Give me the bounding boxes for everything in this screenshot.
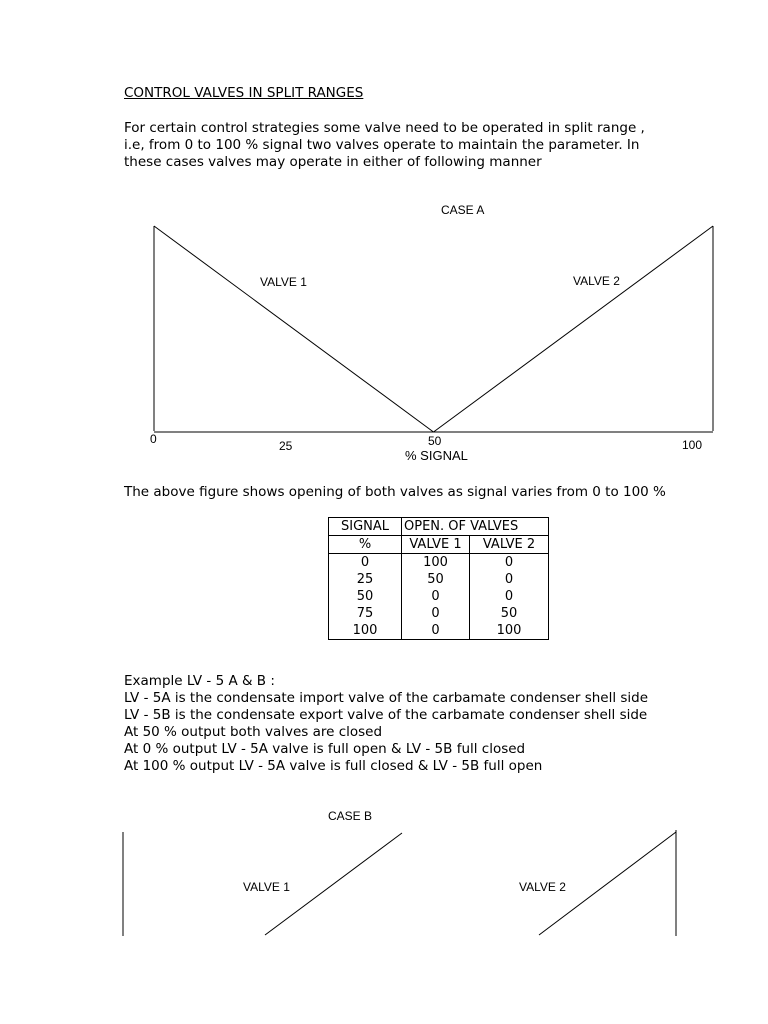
- example-line-3: LV - 5B is the condensate export valve of the carbamate condenser shell side: [124, 707, 648, 723]
- table-row: [329, 554, 549, 572]
- tick-label-50: 50: [428, 434, 442, 448]
- table-row: [329, 605, 549, 622]
- header-valve-1: VALVE 1: [402, 536, 470, 554]
- example-line-6: At 100 % output LV - 5A valve is full closed & LV - 5B full open: [124, 758, 543, 774]
- tick-label-100: 100: [682, 438, 703, 452]
- table-header-row: [329, 518, 549, 536]
- table-cell: 25: [329, 571, 402, 588]
- valve-1-line: [154, 226, 434, 432]
- table-cell: 50: [470, 605, 549, 622]
- header-valve-2: VALVE 2: [470, 536, 549, 554]
- signal-table: [328, 517, 549, 640]
- case-a-valve-2-label: VALVE 2: [573, 274, 620, 288]
- intro-line-1: For certain control strategies some valve need to be operated in split range ,: [124, 120, 645, 136]
- table-cell: 100: [329, 622, 402, 640]
- page-title: CONTROL VALVES IN SPLIT RANGES: [124, 85, 364, 101]
- figure-caption: The above figure shows opening of both valves as signal varies from 0 to 100 %: [124, 484, 666, 500]
- example-line-5: At 0 % output LV - 5A valve is full open & LV - 5B full closed: [124, 741, 526, 757]
- tick-label-25: 25: [279, 439, 293, 453]
- table-cell: 100: [470, 622, 549, 640]
- case-a-valve-1-label: VALVE 1: [260, 275, 307, 289]
- x-axis-label: % SIGNAL: [405, 448, 468, 463]
- example-section: [124, 673, 648, 775]
- header-open-of-valves: OPEN. OF VALVES: [402, 518, 549, 536]
- table-row: [329, 571, 549, 588]
- tick-label-0: 0: [150, 432, 157, 446]
- table-cell: 0: [402, 588, 470, 605]
- case-b-valve-1-label: VALVE 1: [243, 880, 290, 894]
- table-row: [329, 588, 549, 605]
- table-cell: 75: [329, 605, 402, 622]
- table-cell: 0: [329, 554, 402, 572]
- table-cell: 100: [402, 554, 470, 572]
- table-cell: 0: [402, 622, 470, 640]
- intro-line-3: these cases valves may operate in either of following manner: [124, 154, 542, 170]
- header-signal: SIGNAL: [329, 518, 402, 536]
- table-subheader-row: [329, 536, 549, 554]
- case-b-title: CASE B: [328, 809, 373, 823]
- example-line-2: LV - 5A is the condensate import valve of the carbamate condenser shell side: [124, 690, 649, 706]
- table-row: [329, 622, 549, 640]
- case-b-valve-2-label: VALVE 2: [519, 880, 566, 894]
- intro-line-2: i.e, from 0 to 100 % signal two valves operate to maintain the parameter. In: [124, 137, 640, 153]
- valve-2-line: [434, 226, 714, 432]
- table-cell: 50: [402, 571, 470, 588]
- example-line-4: At 50 % output both valves are closed: [124, 724, 383, 740]
- table-cell: 0: [470, 554, 549, 572]
- table-cell: 0: [470, 588, 549, 605]
- table-cell: 0: [402, 605, 470, 622]
- case-a-title: CASE A: [441, 203, 485, 217]
- header-percent: %: [329, 536, 402, 554]
- example-line-1: Example LV - 5 A & B :: [124, 673, 275, 689]
- table-cell: 50: [329, 588, 402, 605]
- table-cell: 0: [470, 571, 549, 588]
